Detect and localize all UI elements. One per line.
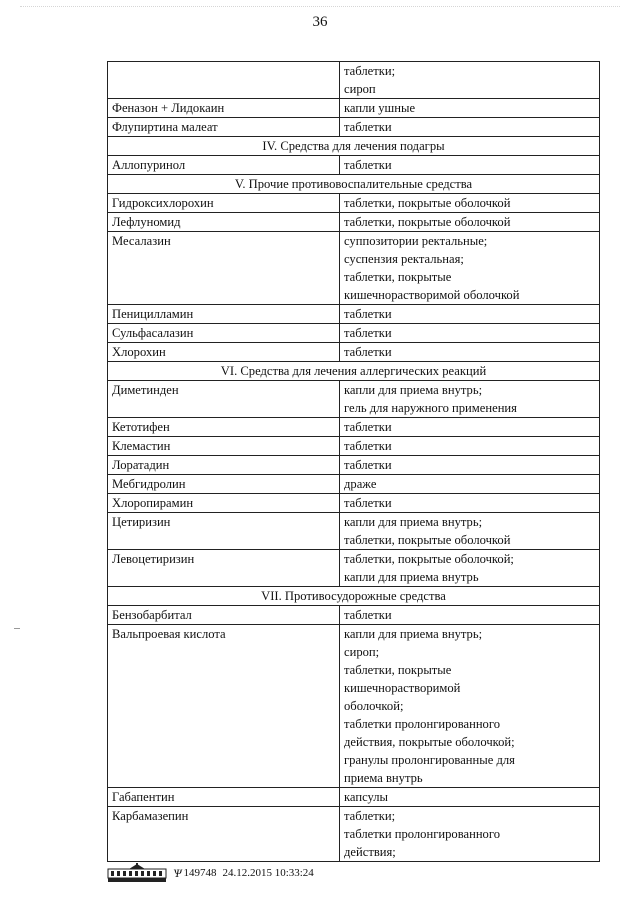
dosage-form-line: капли для приема внутрь xyxy=(344,570,479,584)
dosage-forms xyxy=(340,513,600,550)
dosage-form-line: таблетки xyxy=(344,326,392,340)
drug-name: Левоцетиризин xyxy=(108,550,340,587)
dosage-form-line: таблетки, покрытые оболочкой; xyxy=(344,552,514,566)
dosage-forms xyxy=(340,550,600,587)
dosage-form-line: таблетки; xyxy=(344,809,396,823)
drug-name: Бензобарбитал xyxy=(108,606,340,625)
drug-table xyxy=(107,61,600,862)
page-number: 36 xyxy=(312,14,328,30)
dosage-forms xyxy=(340,418,600,437)
dosage-form-line: таблетки пролонгированного xyxy=(344,827,501,841)
drug-name: Феназон + Лидокаин xyxy=(108,99,340,118)
table-row xyxy=(108,381,600,418)
drug-name: Гидроксихлорохин xyxy=(108,194,340,213)
dosage-forms xyxy=(340,194,600,213)
dosage-form-line: приема внутрь xyxy=(344,771,423,785)
drug-name: Хлорохин xyxy=(108,343,340,362)
dosage-forms xyxy=(340,213,600,232)
drug-name: Лоратадин xyxy=(108,456,340,475)
table-row xyxy=(108,99,600,118)
dosage-form-line: капли для приема внутрь; xyxy=(344,627,483,641)
table-row xyxy=(108,305,600,324)
section-row xyxy=(108,175,600,194)
registry-logo-icon xyxy=(107,863,167,883)
dosage-forms xyxy=(340,232,600,305)
dosage-forms xyxy=(340,625,600,788)
dosage-form-line: таблетки xyxy=(344,458,392,472)
drug-table-body xyxy=(108,62,600,862)
dosage-forms xyxy=(340,99,600,118)
footer-timestamp: 24.12.2015 10:33:24 xyxy=(222,867,314,879)
drug-name xyxy=(108,62,340,99)
dosage-form-line: действия; xyxy=(344,845,396,859)
dosage-forms xyxy=(340,381,600,418)
section-row xyxy=(108,362,600,381)
drug-name: Клемастин xyxy=(108,437,340,456)
table-row xyxy=(108,156,600,175)
document-footer xyxy=(107,862,314,884)
dosage-form-line: сироп; xyxy=(344,645,380,659)
footer-doc-number: 149748 xyxy=(183,867,217,879)
dosage-form-line: таблетки xyxy=(344,608,392,622)
drug-name: Карбамазепин xyxy=(108,807,340,862)
drug-name: Сульфасалазин xyxy=(108,324,340,343)
section-title: V. Прочие противовоспалительные средства xyxy=(108,175,600,194)
dosage-form-line: кишечнорастворимой оболочкой xyxy=(344,288,520,302)
table-row xyxy=(108,343,600,362)
dosage-forms xyxy=(340,156,600,175)
dosage-form-line: кишечнорастворимой xyxy=(344,681,461,695)
drug-name: Мебгидролин xyxy=(108,475,340,494)
table-row xyxy=(108,213,600,232)
dosage-form-line: таблетки, покрытые оболочкой xyxy=(344,533,511,547)
dosage-form-line: драже xyxy=(344,477,377,491)
section-title: VI. Средства для лечения аллергических реакций xyxy=(108,362,600,381)
dosage-form-line: таблетки xyxy=(344,420,392,434)
table-row xyxy=(108,324,600,343)
drug-name: Пеницилламин xyxy=(108,305,340,324)
margin-mark xyxy=(14,628,20,629)
dosage-forms xyxy=(340,807,600,862)
drug-name: Лефлуномид xyxy=(108,213,340,232)
table-row xyxy=(108,456,600,475)
table-row xyxy=(108,513,600,550)
dosage-form-line: капли для приема внутрь; xyxy=(344,383,483,397)
drug-name: Габапентин xyxy=(108,788,340,807)
dosage-form-line: таблетки xyxy=(344,439,392,453)
table-row xyxy=(108,807,600,862)
drug-name: Вальпроевая кислота xyxy=(108,625,340,788)
dosage-form-line: таблетки, покрытые xyxy=(344,663,452,677)
table-row xyxy=(108,788,600,807)
table-row xyxy=(108,62,600,99)
dosage-forms xyxy=(340,437,600,456)
dosage-form-line: таблетки xyxy=(344,120,392,134)
table-row xyxy=(108,494,600,513)
dosage-form-line: оболочкой; xyxy=(344,699,404,713)
table-row xyxy=(108,625,600,788)
section-row xyxy=(108,587,600,606)
table-row xyxy=(108,118,600,137)
dosage-form-line: действия, покрытые оболочкой; xyxy=(344,735,515,749)
drug-name: Кетотифен xyxy=(108,418,340,437)
dosage-form-line: таблетки; xyxy=(344,64,396,78)
scan-edge-noise xyxy=(20,6,620,11)
section-title: VII. Противосудорожные средства xyxy=(108,587,600,606)
dosage-forms xyxy=(340,343,600,362)
dosage-form-line: таблетки, покрытые xyxy=(344,270,452,284)
dosage-forms xyxy=(340,305,600,324)
drug-name: Хлоропирамин xyxy=(108,494,340,513)
drug-name: Цетиризин xyxy=(108,513,340,550)
table-row xyxy=(108,437,600,456)
dosage-form-line: таблетки, покрытые оболочкой xyxy=(344,196,511,210)
dosage-form-line: суппозитории ректальные; xyxy=(344,234,488,248)
dosage-forms xyxy=(340,475,600,494)
dosage-form-line: гель для наружного применения xyxy=(344,401,517,415)
table-row xyxy=(108,418,600,437)
table-row xyxy=(108,475,600,494)
dosage-form-line: капли для приема внутрь; xyxy=(344,515,483,529)
dosage-form-line: капли ушные xyxy=(344,101,416,115)
dosage-forms xyxy=(340,62,600,99)
table-row xyxy=(108,550,600,587)
dosage-forms xyxy=(340,606,600,625)
section-row xyxy=(108,137,600,156)
drug-name: Аллопуринол xyxy=(108,156,340,175)
section-title: IV. Средства для лечения подагры xyxy=(108,137,600,156)
table-row xyxy=(108,232,600,305)
dosage-form-line: таблетки xyxy=(344,496,392,510)
dosage-form-line: таблетки xyxy=(344,345,392,359)
dosage-form-line: капсулы xyxy=(344,790,389,804)
dosage-form-line: таблетки xyxy=(344,307,392,321)
dosage-forms xyxy=(340,788,600,807)
table-row xyxy=(108,194,600,213)
dosage-forms xyxy=(340,494,600,513)
footer-signature: Ѱ xyxy=(173,865,182,880)
dosage-form-line: таблетки xyxy=(344,158,392,172)
dosage-form-line: таблетки, покрытые оболочкой xyxy=(344,215,511,229)
dosage-form-line: суспензия ректальная; xyxy=(344,252,464,266)
dosage-form-line: таблетки пролонгированного xyxy=(344,717,501,731)
drug-name: Флупиртина малеат xyxy=(108,118,340,137)
dosage-form-line: гранулы пролонгированные для xyxy=(344,753,515,767)
dosage-forms xyxy=(340,118,600,137)
table-row xyxy=(108,606,600,625)
dosage-forms xyxy=(340,324,600,343)
dosage-forms xyxy=(340,456,600,475)
drug-name: Месалазин xyxy=(108,232,340,305)
drug-name: Диметинден xyxy=(108,381,340,418)
dosage-form-line: сироп xyxy=(344,82,376,96)
